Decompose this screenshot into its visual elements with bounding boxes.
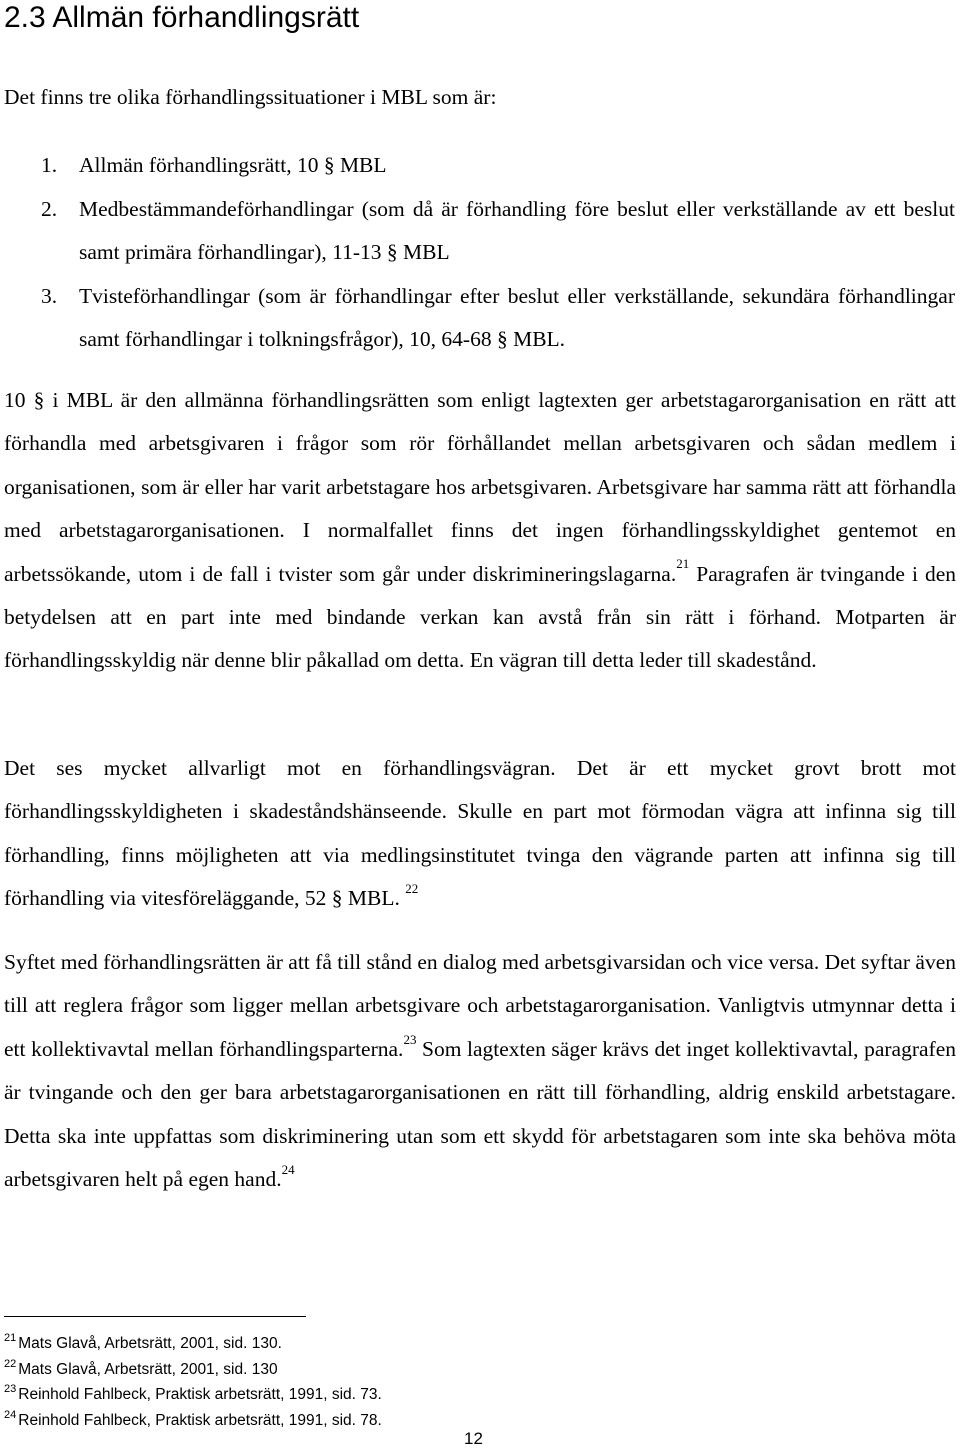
footnote-number: 23 bbox=[4, 1383, 17, 1395]
list-item bbox=[0, 188, 955, 275]
paragraph-text: Det ses mycket allvarligt mot en förhandlingsvägran. Det är ett mycket grovt brott mot förhandlingsskyldigheten i skadeståndshänseende. Skulle en part mot förmodan vägra att infinna sig till förhandling, finns möjligheten att via medlingsinstitutet tvinga den vägrande parten att infinna sig till förhandling via vitesföreläggande, 52 § MBL. bbox=[4, 756, 956, 911]
footnote bbox=[4, 1326, 382, 1352]
paragraph-text: Paragrafen är tvingande i den betydelsen att en part inte med bindande verkan kan avstå från sin rätt i förhand. Motparten är förhandlingsskyldig när denne blir påkallad om detta. En vägran till detta leder till skadestånd. bbox=[4, 561, 956, 673]
paragraph-purpose bbox=[4, 941, 956, 1201]
intro-text: Det finns tre olika förhandlingssituationer i MBL som är: bbox=[4, 85, 497, 109]
footnote-text: Mats Glavå, Arbetsrätt, 2001, sid. 130 bbox=[18, 1360, 278, 1378]
footnote-separator bbox=[4, 1316, 306, 1317]
footnotes-list bbox=[4, 1326, 382, 1428]
footnote-number: 21 bbox=[4, 1332, 17, 1344]
footnote-number: 24 bbox=[4, 1408, 17, 1421]
list-item bbox=[0, 275, 955, 362]
footnote bbox=[4, 1352, 382, 1378]
footnote-ref: 24 bbox=[281, 1161, 295, 1177]
list-item-number: 2. bbox=[41, 196, 58, 221]
paragraph-negotiation-refusal bbox=[4, 747, 956, 921]
list-item-number: 1. bbox=[41, 153, 58, 177]
paragraph-general-negotiation-right bbox=[4, 379, 956, 683]
list-item bbox=[0, 144, 955, 188]
footnote-number: 22 bbox=[4, 1357, 17, 1370]
paragraph-text: 10 § i MBL är den allmänna förhandlingsrätten som enligt lagtexten ger arbetstagarorganisation en rätt att förhandla med arbetsgivaren i frågor som rör förhållandet mellan arbetsgivaren och sådan medlem i organisationen, som är eller har varit arbetstagare hos arbetsgivaren. Arbetsgivare har samma rätt att förhandla med arbetstagarorganisationen. I normalfallet finns det ingen förhandlingsskyldighet gentemot en arbetssökande, utom i de fall i tvister som går under diskrimineringslagarna. bbox=[4, 388, 956, 586]
list-item-text: Tvisteförhandlingar (som är förhandlingar efter beslut eller verkställande, sekundära förhandlingar samt förhandlingar i tolkningsfrågor), 10, 64-68 § MBL. bbox=[79, 283, 955, 351]
footnote bbox=[4, 1377, 382, 1403]
list-item-number: 3. bbox=[41, 283, 58, 308]
page-number: 12 bbox=[464, 1429, 483, 1448]
footnote-text: Mats Glavå, Arbetsrätt, 2001, sid. 130. bbox=[18, 1335, 282, 1352]
footnote-text: Reinhold Fahlbeck, Praktisk arbetsrätt, 1991, sid. 78. bbox=[18, 1411, 382, 1429]
footnote-ref: 23 bbox=[403, 1031, 417, 1047]
section-heading: 2.3 Allmän förhandlingsrätt bbox=[4, 1, 360, 34]
footnote-ref: 21 bbox=[676, 556, 690, 572]
negotiation-situations-list bbox=[0, 144, 955, 362]
footnote-text: Reinhold Fahlbeck, Praktisk arbetsrätt, 1991, sid. 73. bbox=[18, 1386, 382, 1403]
paragraph-text: Som lagtexten säger krävs det inget kollektivavtal, paragrafen är tvingande och den ger bara arbetstagarorganisationen en rätt till förhandling, aldrig enskild arbetstagare. Detta ska inte uppfattas som diskriminering utan som ett skydd för arbetstagaren som inte ska behöva möta arbetsgivaren helt på egen hand. bbox=[4, 1036, 956, 1192]
paragraph-text: Syftet med förhandlingsrätten är att få till stånd en dialog med arbetsgivarsidan och vice versa. Det syftar även till att reglera frågor som ligger mellan arbetsgivare och arbetstagarorganisation. Vanligtvis utmynnar detta i ett kollektivavtal mellan förhandlingsparterna. bbox=[4, 950, 956, 1061]
footnote-ref: 22 bbox=[405, 881, 419, 897]
list-item-text: Medbestämmandeförhandlingar (som då är förhandling före beslut eller verkställande av ett beslut samt primära förhandlingar), 11-13 § MBL bbox=[79, 196, 955, 264]
list-item-text: Allmän förhandlingsrätt, 10 § MBL bbox=[79, 153, 387, 177]
footnote bbox=[4, 1403, 382, 1429]
